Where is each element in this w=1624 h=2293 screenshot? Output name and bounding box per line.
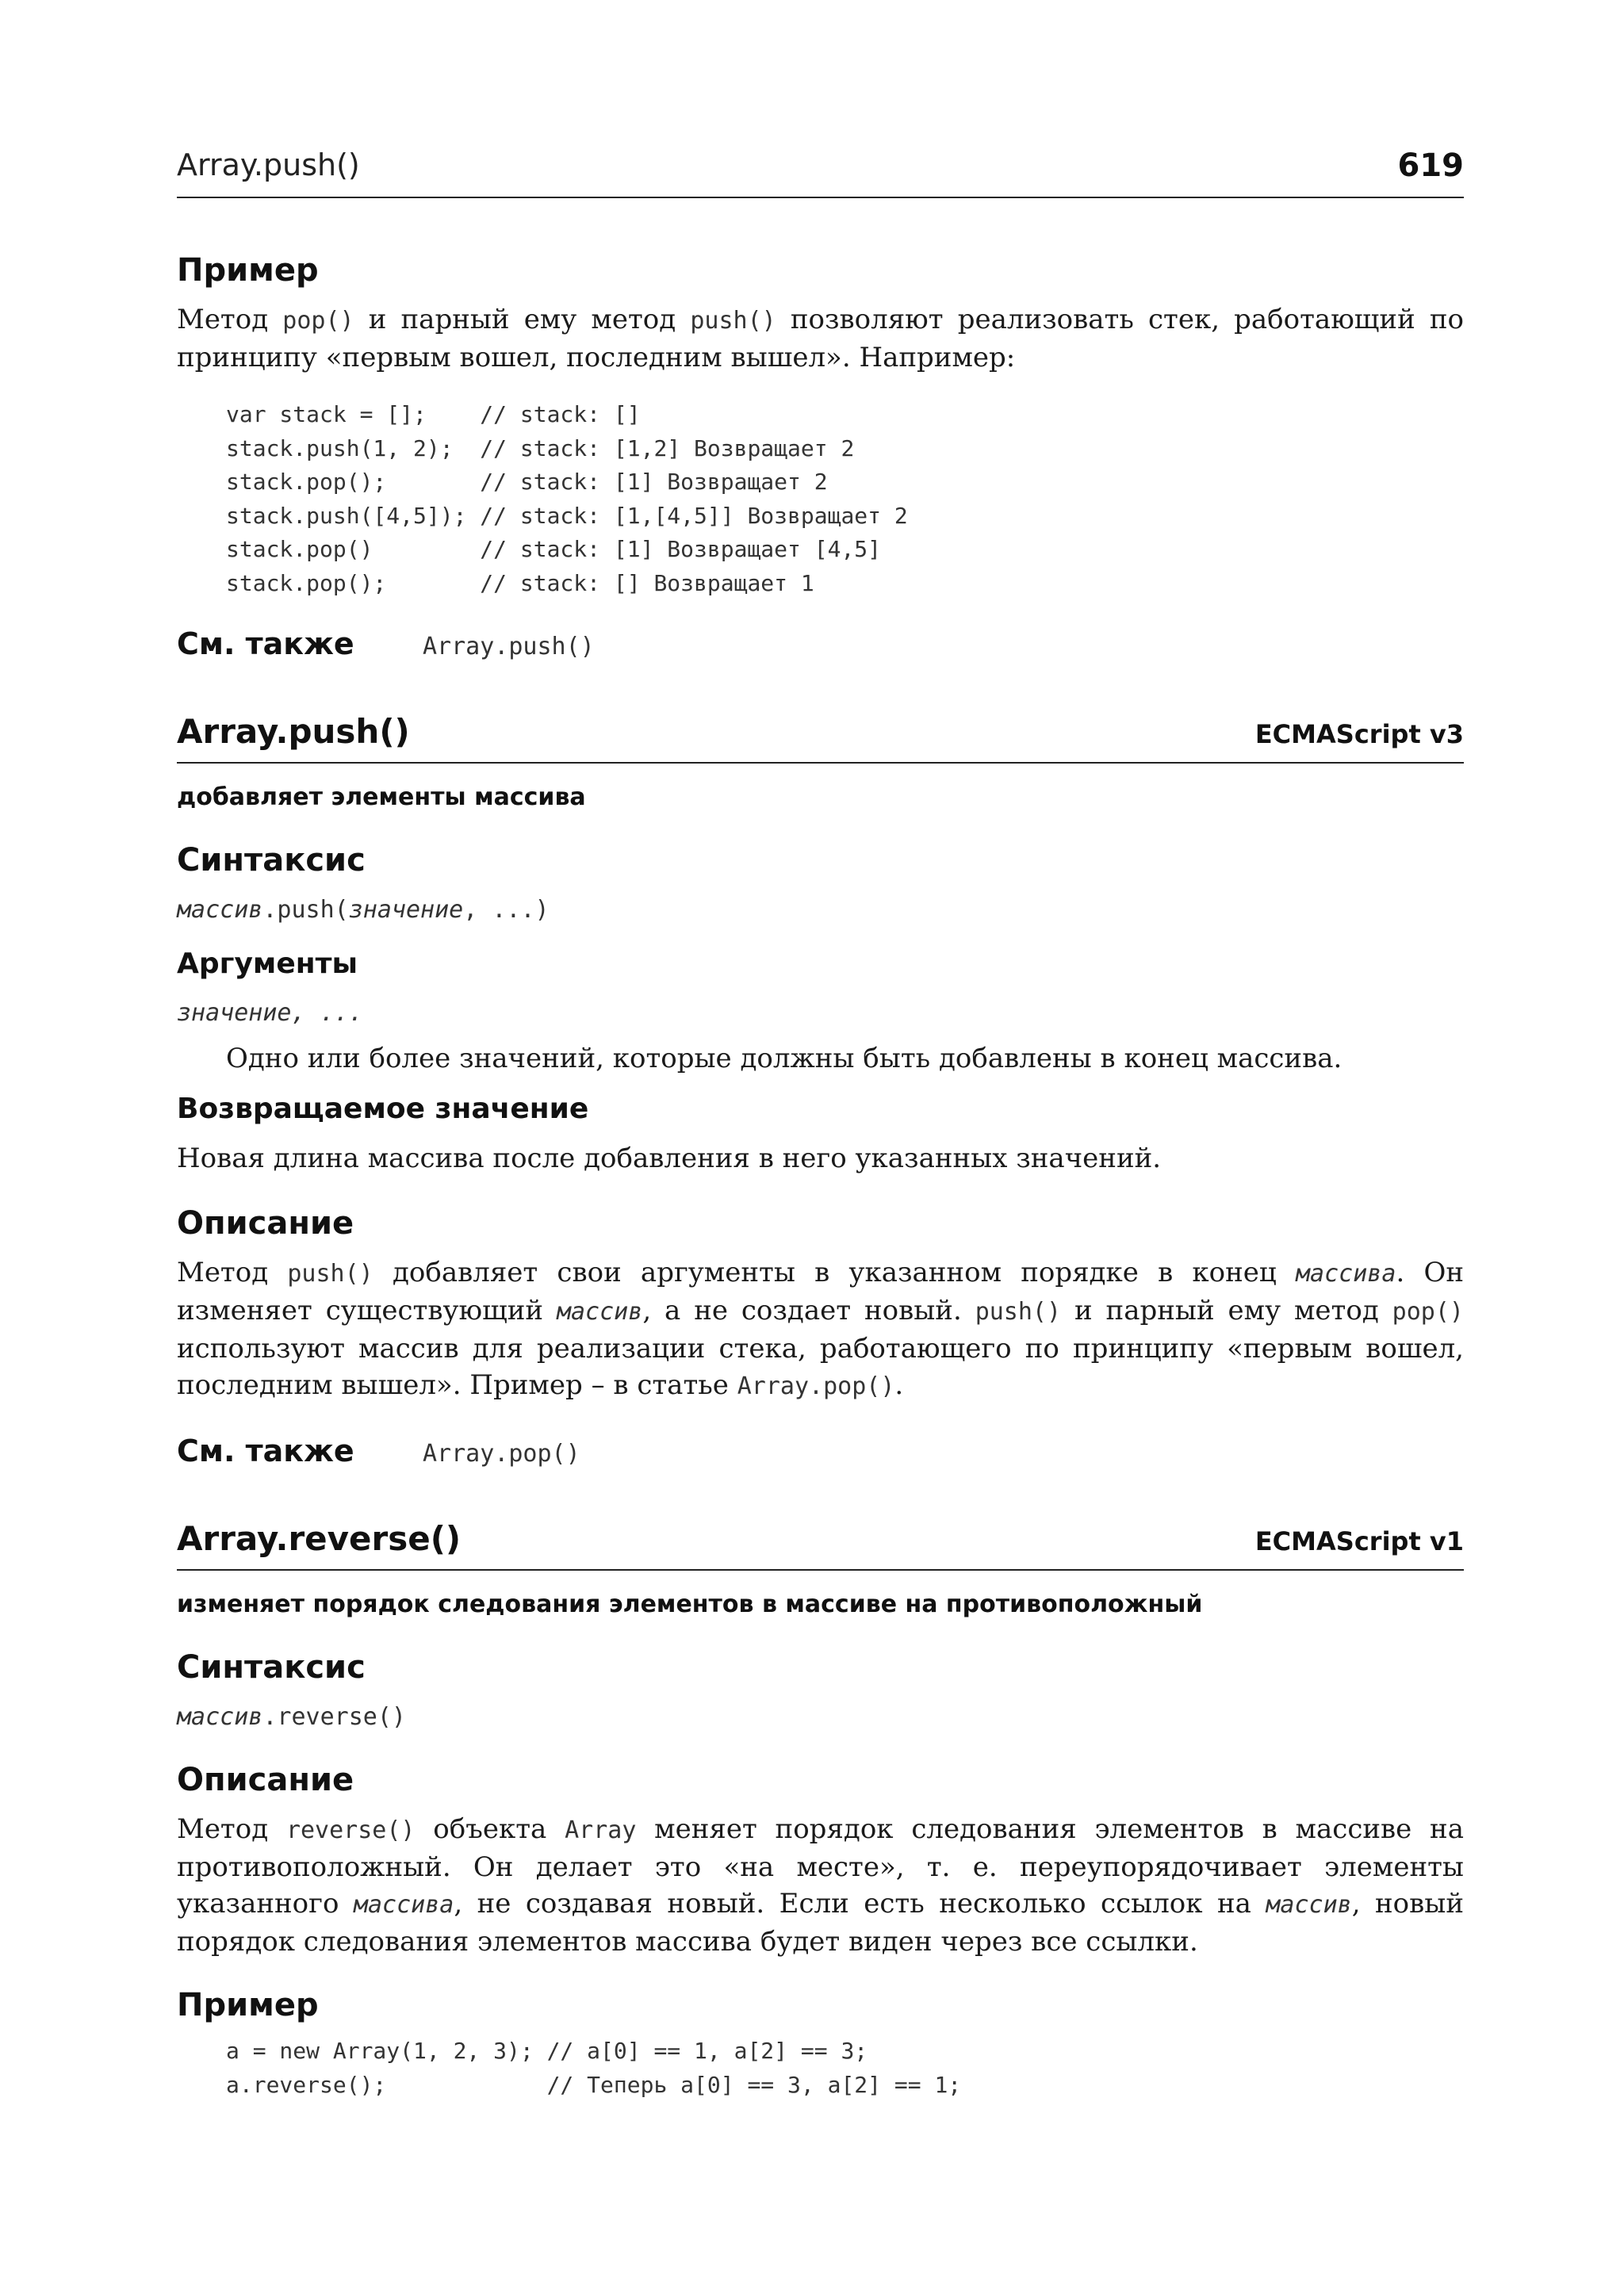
push-summary: добавляет элементы массива: [177, 783, 586, 811]
reverse-entry-title: Array.reverse(): [177, 1519, 462, 1558]
pop-see-also: [177, 626, 595, 661]
page-number: 619: [1397, 147, 1464, 184]
running-head: [177, 147, 1464, 198]
reverse-example-heading: Пример: [177, 1987, 319, 2023]
push-standard: ECMAScript v3: [1254, 719, 1464, 749]
push-return-heading: Возвращаемое значение: [177, 1093, 589, 1125]
see-also-link[interactable]: Array.pop(): [423, 1440, 580, 1468]
push-args-heading: Аргументы: [177, 947, 358, 980]
push-arg-name: значение, ...: [177, 999, 363, 1027]
push-entry-title: Array.push(): [177, 712, 410, 751]
reverse-syntax-heading: Синтаксис: [177, 1649, 366, 1686]
push-return-desc: Новая длина массива после добавления в него указанных значений.: [177, 1143, 1162, 1174]
reverse-standard: ECMAScript v1: [1254, 1526, 1464, 1556]
push-desc: Метод push() добавляет свои аргументы в указанном порядке в конец массива. Он изменяет существующий массив, а не создает новый. push() и парный ему метод pop() используют массив для реализации стека, работающего по принципу «первым вошел, последним вышел». Пример – в статье Array.pop().: [177, 1257, 1464, 1401]
reverse-desc-heading: Описание: [177, 1762, 354, 1798]
push-syntax: массив.push(значение, ...): [177, 896, 550, 924]
see-also-link[interactable]: Array.push(): [423, 633, 595, 660]
push-see-also: [177, 1434, 580, 1468]
see-also-label: См. также: [177, 626, 354, 661]
reverse-entry-header: [177, 1519, 1464, 1571]
push-syntax-heading: Синтаксис: [177, 842, 366, 879]
reverse-desc: Метод reverse() объекта Array меняет порядок следования элементов в массиве на противоположный. Он делает это «на месте», т. е. переупорядочивает элементы указанного массива, не создавая новый. Если есть несколько ссылок на массив, новый порядок следования элементов массива будет виден через все ссылки.: [177, 1813, 1465, 1958]
push-arg-desc: Одно или более значений, которые должны быть добавлены в конец массива.: [226, 1043, 1342, 1074]
push-desc-heading: Описание: [177, 1205, 354, 1242]
pop-example-heading: Пример: [177, 252, 319, 289]
pop-example-code: var stack = []; // stack: [] stack.push(1, 2); // stack: [1,2] Возвращает 2 stack.pop(); // stack: [1] Возвращает 2 stack.push([4,5]); // stack: [1,[4,5]] Возвращает 2 stack.pop() // stack: [1] Возвращает [4,5] stack.pop(); // stack: [] Возвращает 1: [226, 401, 908, 596]
reverse-example-code: a = new Array(1, 2, 3); // a[0] == 1, a[2] == 3; a.reverse(); // Теперь a[0] == 3, a[2] == 1;: [226, 2038, 962, 2098]
see-also-label: См. также: [177, 1434, 354, 1468]
running-head-title: Array.push(): [177, 147, 360, 182]
reverse-syntax: массив.reverse(): [177, 1703, 406, 1731]
pop-example-text: Метод pop() и парный ему метод push() позволяют реализовать стек, работающий по принципу «первым вошел, последним вышел». Например:: [177, 304, 1464, 373]
reverse-summary: изменяет порядок следования элементов в массиве на противоположный: [177, 1591, 1203, 1618]
push-entry-header: [177, 712, 1464, 764]
